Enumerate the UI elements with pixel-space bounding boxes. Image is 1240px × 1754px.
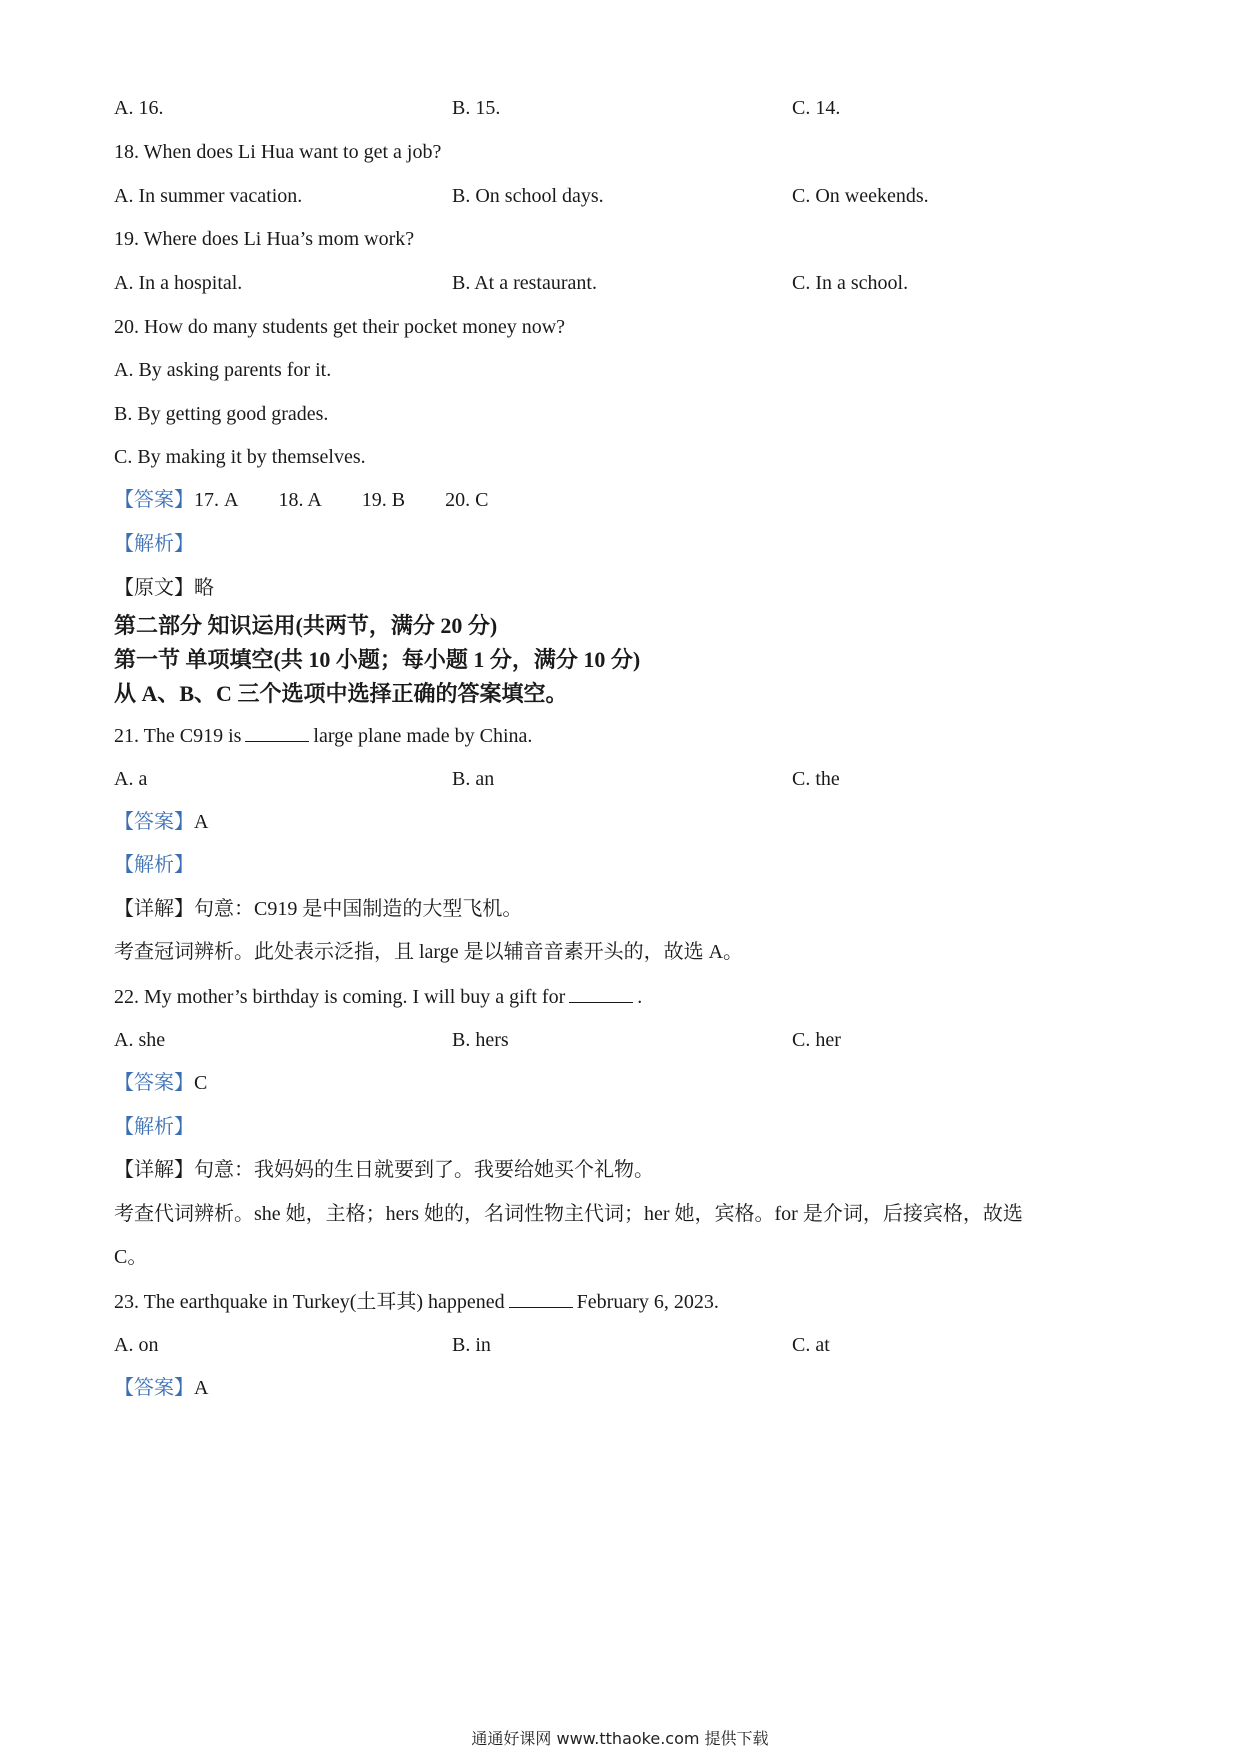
q17-option-a: A. 16. (114, 97, 164, 119)
q22-option-c: C. her (792, 1029, 841, 1051)
q21-explanation: 考查冠词辨析。此处表示泛指，且 large 是以辅音音素开头的，故选 A。 (114, 941, 744, 963)
q21-answer: 【答案】A (114, 811, 209, 833)
q20-question: 20. How do many students get their pocket money now? (114, 316, 566, 338)
section-part-heading: 第二部分 知识运用(共两节，满分 20 分) (114, 613, 498, 638)
q22-option-a: A. she (114, 1029, 166, 1051)
q18-option-b: B. On school days. (452, 185, 604, 207)
q23-answer: 【答案】A (114, 1377, 209, 1399)
answer-blank (569, 984, 633, 1003)
answer-18: 18. A (278, 489, 322, 511)
q17-option-b: B. 15. (452, 97, 501, 119)
q19-option-b: B. At a restaurant. (452, 272, 597, 294)
q22-explanation-line2: C。 (114, 1246, 148, 1268)
q22-analysis-tag: 【解析】 (114, 1116, 194, 1138)
q22-answer: 【答案】C (114, 1072, 208, 1094)
section-sub-heading: 第一节 单项填空(共 10 小题；每小题 1 分，满分 10 分) (114, 647, 641, 672)
analysis-tag: 【解析】 (114, 533, 194, 555)
q22-option-b: B. hers (452, 1029, 509, 1051)
q21-option-c: C. the (792, 768, 840, 790)
answers-17-20 (114, 488, 488, 512)
answer-blank (245, 723, 309, 742)
answer-19: 19. B (361, 489, 406, 511)
q23-option-a: A. on (114, 1334, 159, 1356)
q19-option-c: C. In a school. (792, 272, 909, 294)
q21-option-a: A. a (114, 768, 148, 790)
q20-option-b: B. By getting good grades. (114, 403, 329, 425)
answer-20: 20. C (445, 489, 489, 511)
q19-question: 19. Where does Li Hua’s mom work? (114, 228, 415, 250)
q21-option-b: B. an (452, 768, 495, 790)
answer-17: 17. A (194, 489, 239, 511)
q20-option-a: A. By asking parents for it. (114, 359, 332, 381)
answer-tag: 【答案】 (114, 489, 194, 511)
q18-option-c: C. On weekends. (792, 185, 929, 207)
original-text: 【原文】略 (114, 577, 214, 599)
page-footer: 通通好课网 www.tthaoke.com 提供下载 (471, 1729, 769, 1748)
section-instruction: 从 A、B、C 三个选项中选择正确的答案填空。 (114, 681, 568, 706)
q22-detail: 【详解】句意：我妈妈的生日就要到了。我要给她买个礼物。 (114, 1159, 654, 1181)
q23-question: 23. The earthquake in Turkey(土耳其) happened February 6, 2023. (114, 1291, 719, 1313)
q17-option-c: C. 14. (792, 97, 841, 119)
q22-explanation-line1: 考查代词辨析。she 她，主格；hers 她的，名词性物主代词；her 她，宾格。for 是介词，后接宾格，故选 (114, 1203, 1023, 1225)
q20-option-c: C. By making it by themselves. (114, 446, 366, 468)
q23-option-b: B. in (452, 1334, 491, 1356)
q21-question: 21. The C919 is large plane made by China. (114, 725, 533, 747)
q19-option-a: A. In a hospital. (114, 272, 243, 294)
q23-option-c: C. at (792, 1334, 830, 1356)
q18-option-a: A. In summer vacation. (114, 185, 303, 207)
q21-detail: 【详解】句意：C919 是中国制造的大型飞机。 (114, 898, 523, 920)
q22-question: 22. My mother’s birthday is coming. I will buy a gift for . (114, 986, 643, 1008)
answer-blank (509, 1289, 573, 1308)
q18-question: 18. When does Li Hua want to get a job? (114, 141, 442, 163)
q21-analysis-tag: 【解析】 (114, 854, 194, 876)
